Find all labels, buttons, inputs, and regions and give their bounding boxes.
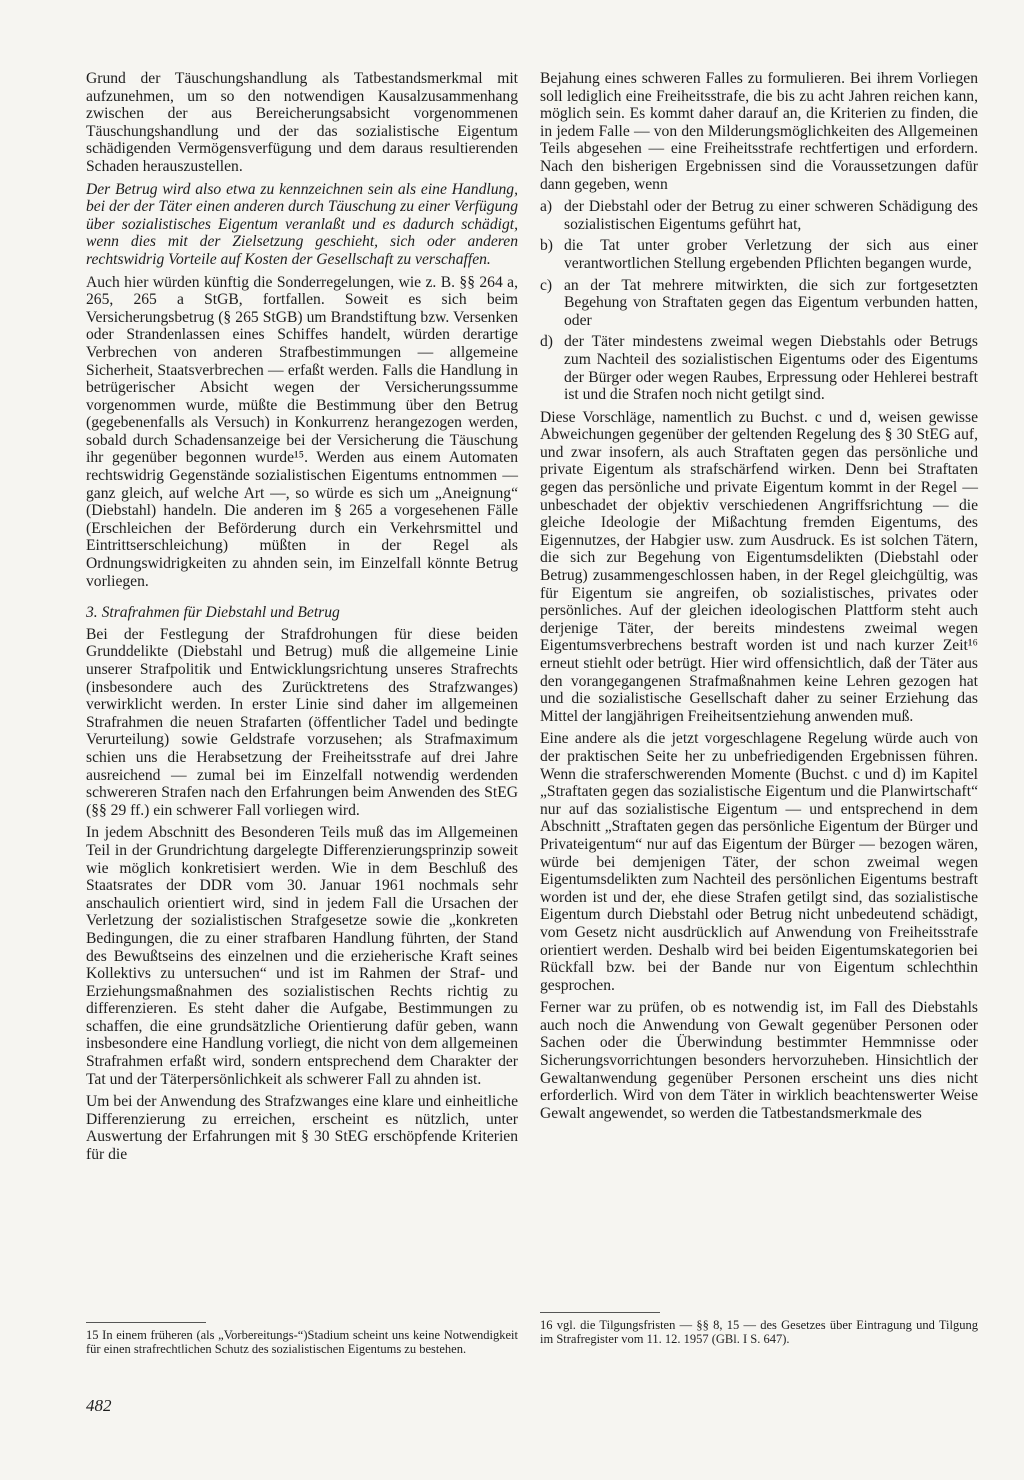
footnote-15: 15 In einem früheren (als „Vorbereitungs-“)Stadium scheint uns keine Notwendigkeit für einen strafrechtlichen Schutz des sozialistischen Eigentums zu bestehen. — [86, 1328, 518, 1356]
paragraph: Um bei der Anwendung des Strafzwanges eine klare und einheitliche Differenzierung zu erreichen, erscheint es nützlich, unter Auswertung der Erfahrungen mit § 30 StEG erschöpfende Kriterien für die — [86, 1093, 518, 1164]
paragraph: Eine andere als die jetzt vorgeschlagene Regelung würde auch von der praktischen Seite her zu unbefriedigenden Ergebnissen führen. Wenn die straferschwerenden Momente (Buchst. c und d) im Kapitel „Straftaten gegen das sozialistische Eigentum und die Planwirtschaft“ nur auf das sozialistische Eigentum — und entsprechend in dem Abschnitt „Straftaten gegen das persönliche Eigentum der Bürger und Privateigentum“ nur auf das Eigentum der Bürger — bezogen wären, würde bei demjenigen Täter, der schon zweimal wegen Eigentumsdelikten zum Nachteil des persönlichen Eigentums bestraft worden ist und der, ehe diese Strafen getilgt sind, das sozialistische Eigentum durch Diebstahl oder Betrug nicht unbedeutend schädigt, vom Gesetz nicht ausdrücklich auf Anwendung von Freiheitsstrafe orientiert werden. Deshalb wird bei beiden Eigentumskategorien bei Rückfall bzw. bei der Bande nur von Eigentum schlechthin gesprochen. — [540, 730, 978, 994]
paragraph: Diese Vorschläge, namentlich zu Buchst. c und d, weisen gewisse Abweichungen gegenüber der geltenden Regelung des § 30 StEG auf, und zwar insofern, als auch Straftaten gegen das persönliche und private Eigentum als strafschärfend wirken. Denn bei Straftaten gegen das persönliche und private Eigentum kommt in der Regel — unbeschadet der objektiv verschiedenen Angriffsrichtung — die gleiche Ideologie der Mißachtung fremden Eigentums, des Eigennutzes, der Habgier usw. zum Ausdruck. Es ist solchen Tätern, die sich zur Begehung von Eigentumsdelikten (Diebstahl oder Betrug) zusammengeschlossen haben, in der Regel gleichgültig, was für Eigentum sie angreifen, ob sozialistisches, privates oder persönliches. Auf der gleichen ideologischen Plattform steht auch derjenige Täter, der bereits mindestens zweimal wegen Eigentumsverbrechens bestraft worden ist und nach kurzer Zeit¹⁶ erneut stiehlt oder betrügt. Hier wird offensichtlich, daß der Täter aus den vorangegangenen Strafmaßnahmen keine Lehren gezogen hat und die sozialistische Gesellschaft daher zu seiner Erziehung das Mittel der langjährigen Freiheitsentziehung anwenden muß. — [540, 408, 978, 725]
list-item — [540, 198, 978, 233]
paragraph: Bejahung eines schweren Falles zu formulieren. Bei ihrem Vorliegen soll lediglich eine Freiheitsstrafe, die bis zu acht Jahren reichen kann, möglich sein. Es kommt daher darauf an, die Kriterien zu finden, die in jedem Falle — von den Milderungsmöglichkeiten des Allgemeinen Teils abgesehen — eine Freiheitsstrafe rechtfertigen und erfordern. Nach den bisherigen Ergebnissen sind die Voraussetzungen dafür dann gegeben, wenn — [540, 70, 978, 193]
list-item-text: der Täter mindestens zweimal wegen Diebstahls oder Betrugs zum Nachteil des sozialistischen Eigentums oder des Eigentums der Bürger oder wegen Raubes, Erpressung oder Hehlerei bestraft ist und die Strafen noch nicht getilgt sind. — [564, 333, 978, 404]
paragraph-definition: Der Betrug wird also etwa zu kennzeichnen sein als eine Handlung, bei der der Täter einen anderen durch Täuschung zu einer Verfügung über sozialistisches Eigentum veranlaßt und es dadurch schädigt, wenn dies mit der Zielsetzung geschieht, sich oder anderen rechtswidrig Vorteile auf Kosten der Gesellschaft zu verschaffen. — [86, 180, 518, 268]
paragraph: Bei der Festlegung der Strafdrohungen für diese beiden Grunddelikte (Diebstahl und Betrug) muß die allgemeine Linie unserer Strafpolitik und Entwicklungsrichtung unseres Strafrechts (insbesondere auch des Zurücktretens des Strafzwanges) verwirklicht werden. In erster Linie sind daher im allgemeinen Strafrahmen die neuen Strafarten (öffentlicher Tadel und bedingte Verurteilung) sowie Geldstrafe vorzusehen; als Strafmaximum schien uns die Herabsetzung der Freiheitsstrafe auf drei Jahre ausreichend — zumal bei im Einzelfall notwendig werdenden schwereren Strafen nach den Erfahrungen beim Anwenden des StEG (§§ 29 ff.) ein schwerer Fall vorliegen wird. — [86, 625, 518, 819]
list-item-text: an der Tat mehrere mitwirkten, die sich zur fortgesetzten Begehung von Straftaten gegen das Eigentum verbunden hatten, oder — [564, 276, 978, 329]
list-item-text: der Diebstahl oder der Betrug zu einer schweren Schädigung des sozialistischen Eigentums geführt hat, — [564, 198, 978, 233]
list-item — [540, 277, 978, 330]
list-marker: c) — [540, 276, 553, 294]
list-marker: b) — [540, 237, 553, 255]
paragraph: In jedem Abschnitt des Besonderen Teils muß das im Allgemeinen Teil in der Grundrichtung dargelegte Differenzierungsprinzip soweit wie möglich konkretisiert werden. Wie in dem Beschluß des Staatsrates der DDR vom 30. Januar 1961 nochmals sehr anschaulich orientiert wird, sind in jedem Fall die Ursachen der Verletzung der sozialistischen Strafgesetze sowie die „konkreten Bedingungen, die zu einer strafbaren Handlung führten, der Stand des Bewußtseins des einzelnen und die erzieherische Kraft seines Kollektivs zu untersuchen“ und ist im Rahmen der Straf- und Erziehungsmaßnahmen des sozialistischen Rechts richtig zu differenzieren. Es steht daher die Aufgabe, Bestimmungen zu schaffen, die eine grundsätzliche Orientierung dafür geben, wann insbesondere eine Handlung vorliegt, die nicht von dem allgemeinen Strafrahmen erfaßt wird, sondern entsprechend dem Charakter der Tat und der Täterpersönlichkeit als schwerer Fall zu ahnden ist. — [86, 824, 518, 1088]
section-heading: 3. Strafrahmen für Diebstahl und Betrug — [86, 604, 340, 622]
list-item — [540, 333, 978, 403]
criteria-list — [540, 198, 978, 404]
list-item — [540, 237, 978, 272]
list-marker: a) — [540, 198, 553, 216]
right-column — [540, 70, 978, 1127]
paragraph: Ferner war zu prüfen, ob es notwendig ist, im Fall des Diebstahls auch noch die Anwendung von Gewalt gegenüber Personen oder Sachen oder die Überwindung bestimmter Hemmnisse oder Sicherungsvorrichtungen besonders hervorzuheben. Hinsichtlich der Gewaltanwendung gegenüber Personen erscheint uns dies nicht erforderlich. Wird von dem Täter in wirklich beachtenswerter Weise Gewalt angewendet, so werden die Tatbestandsmerkmale des — [540, 999, 978, 1122]
footnote-16: 16 vgl. die Tilgungsfristen — §§ 8, 15 — des Gesetzes über Eintragung und Tilgung im Strafregister vom 11. 12. 1957 (GBl. I S. 647). — [540, 1318, 978, 1346]
footnote-rule-right — [540, 1312, 660, 1313]
list-marker: d) — [540, 333, 553, 351]
footnote-rule-left — [86, 1322, 206, 1323]
paragraph: Auch hier würden künftig die Sonderregelungen, wie z. B. §§ 264 a, 265, 265 a StGB, fortfallen. Soweit es sich beim Versicherungsbetrug (§ 265 StGB) um Brandstiftung bzw. Versenken oder Strandenlassen eines Schiffes handelt, würden derartige Verbrechen von anderen Strafbestimmungen — allgemeine Sicherheit, Staatsverbrechen — erfaßt werden. Falls die Handlung in betrügerischer Absicht wegen der Versicherungssumme vorgenommen wurde, müßte die Bestimmung über den Betrug (gegebenenfalls als Versuch) in Konkurrenz herangezogen werden, sobald durch Schadensanzeige bei der Versicherung die Täuschung ihr gegenüber begonnen wurde¹⁵. Werden aus einem Automaten rechtswidrig Gegenstände sozialistischen Eigentums entnommen — ganz gleich, auf welche Art —, so würde es sich um „Aneignung“ (Diebstahl) handeln. Die anderen im § 265 a vorgesehenen Fälle (Erschleichen der Beförderung durch ein Verkehrsmittel und Eintrittserschleichung) müßten in der Regel als Ordnungswidrigkeiten zu ahnden sein, im Einzelfall könnte Betrug vorliegen. — [86, 273, 518, 590]
paragraph: Grund der Täuschungshandlung als Tatbestandsmerkmal mit aufzunehmen, um so den notwendigen Kausalzusammenhang zwischen der aus Bereicherungsabsicht vorgenommenen Täuschungshandlung und der das sozialistische Eigentum schädigenden Vermögensverfügung und dem daraus resultierenden Schaden herauszustellen. — [86, 70, 518, 175]
left-column — [86, 70, 518, 1169]
list-item-text: die Tat unter grober Verletzung der sich aus einer verantwortlichen Stellung ergebenden Pflichten begangen wurde, — [564, 237, 978, 272]
page-number: 482 — [86, 1396, 112, 1415]
